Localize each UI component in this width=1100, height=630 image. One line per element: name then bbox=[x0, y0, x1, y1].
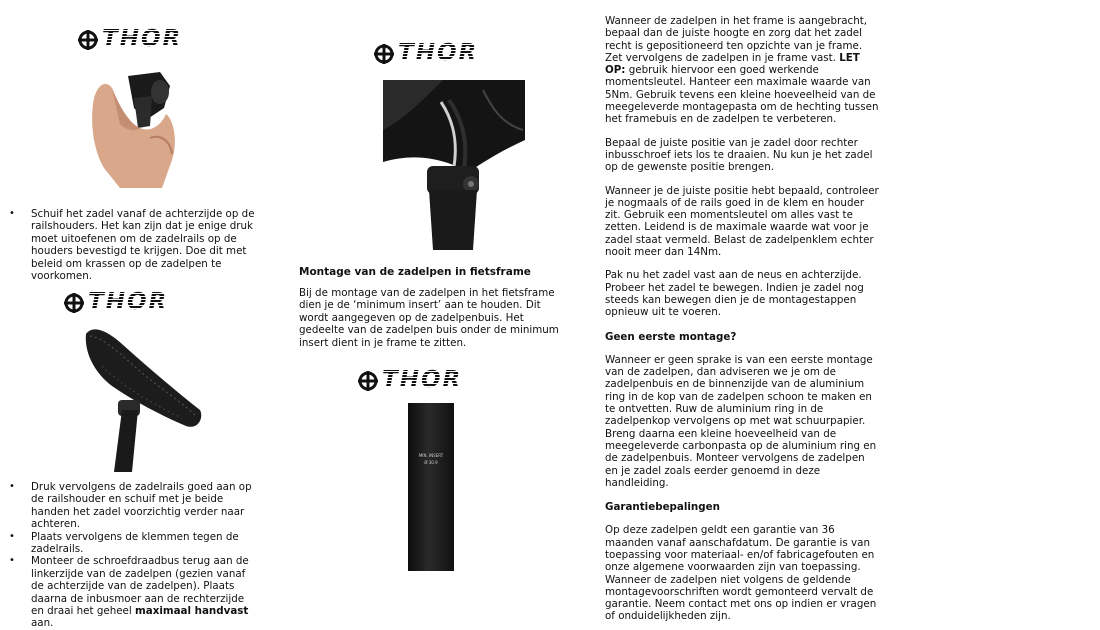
instruction-list-b bbox=[7, 481, 259, 630]
thor-logo bbox=[64, 291, 168, 314]
thor-logo bbox=[374, 42, 478, 65]
section-heading-warranty: Garantiebepalingen bbox=[605, 501, 720, 514]
section-heading-no-first-mount: Geen eerste montage? bbox=[605, 330, 737, 343]
paragraph: Wanneer er geen sprake is van een eerste montage van de zadelpen, dan adviseren we je om de zadelpenbuis en de binnenzijde van de aluminium ring in de kop van de zadelpen schoon te maken en te ontvetten. Ruw de aluminium ring in de zadelpenkop vervolgens op met wat schuurpapier. Breng daarna een kleine hoeveelheid van de meegeleverde carbonpasta op de aluminium ring en de zadelpenbuis. Monteer vervolgens de zadelpen en je zadel zoals eerder genoemd in deze handleiding. bbox=[605, 353, 877, 489]
paragraph: Wanneer de zadelpen in het frame is aangebracht, bepaal dan de juiste hoogte en zorg dat het zadel recht is gepositioneerd ten opzichte van je frame. Zet vervolgens de zadelpen in je frame vast. LET OP: gebruik hiervoor een goed werkende momentsleutel. Hanteer een maximale waarde van 5Nm. Gebruik tevens een kleine hoeveelheid van de meegeleverde montagepasta om de hechting tussen het framebuis en de zadelpen te verbeteren. bbox=[605, 15, 879, 126]
seatpost-tube-image bbox=[408, 403, 454, 571]
thor-logo-text: THOR bbox=[88, 289, 169, 315]
thor-logo-text: THOR bbox=[398, 40, 479, 66]
paragraph: Wanneer je de juiste positie hebt bepaald, controleer je nogmaals of de rails goed in de klem en houder zit. Gebruik een momentsleutel om alles vast te zetten. Leidend is de maximale waarde wat voor je zadel staat vermeld. Belast de zadelpenklem echter nooit meer dan 14Nm. bbox=[605, 184, 879, 259]
list-item: • Schuif het zadel vanaf de achterzijde op de railshouders. Het kan zijn dat je enige druk moet uitoefenen om de zadelrails op de houders bevestigd te krijgen. Doe dit met beleid om krassen op de zadelpen te voorkomen. bbox=[7, 208, 259, 282]
paragraph: Bepaal de juiste positie van je zadel door rechter inbusschroef iets los te draaien. Nu kun je het zadel op de gewenste positie brengen. bbox=[605, 136, 873, 174]
seatpost-clamp-underside-image bbox=[383, 80, 525, 250]
thor-mark-icon bbox=[374, 44, 394, 64]
min-insert-label: MIN. INSERT bbox=[418, 453, 444, 458]
thor-logo-text: THOR bbox=[102, 26, 183, 52]
thor-mark-icon bbox=[64, 293, 84, 313]
saddle-on-seatpost-image bbox=[82, 326, 204, 472]
thor-logo bbox=[358, 369, 462, 392]
instruction-list-a bbox=[7, 208, 259, 282]
list-item: • Monteer de schroefdraadbus terug aan de linkerzijde van de zadelpen (gezien vanaf de achterzijde van de zadelpen). Plaats daarna de inbusmoer aan de rechterzijde en draai het geheel maximaal handvast aan. bbox=[7, 555, 259, 629]
paragraph: Pak nu het zadel vast aan de neus en achterzijde. Probeer het zadel te bewegen. Indien je zadel nog steeds kan bewegen dien je de montagestappen opnieuw uit te voeren. bbox=[605, 269, 864, 319]
thor-logo-text: THOR bbox=[382, 367, 463, 393]
list-item: • Druk vervolgens de zadelrails goed aan op de railshouder en schuif met je beide handen het zadel voorzichtig verder naar achteren. bbox=[7, 481, 259, 531]
montage-paragraph: Bij de montage van de zadelpen in het fietsframe dien je de ‘minimum insert’ aan te houden. Dit wordt aangegeven op de zadelpenbuis. Het gedeelte van de zadelpen buis onder de minimum insert dient in je frame te zitten. bbox=[299, 287, 559, 349]
section-heading-montage: Montage van de zadelpen in fietsframe bbox=[299, 266, 531, 278]
thor-logo bbox=[78, 28, 182, 51]
list-item: • Plaats vervolgens de klemmen tegen de zadelrails. bbox=[7, 531, 259, 556]
hand-holding-rail-clamp-image bbox=[90, 68, 180, 188]
diameter-label: Ø 30.9 bbox=[424, 460, 438, 465]
thor-mark-icon bbox=[358, 371, 378, 391]
instructions-column bbox=[605, 15, 880, 623]
paragraph: Op deze zadelpen geldt een garantie van 36 maanden vanaf aanschafdatum. De garantie is van toepassing voor materiaal- en/of fabricagefouten en onze algemene voorwaarden zijn van toepassing. Wanneer de zadelpen niet volgens de geldende montagevoorschriften wordt gemonteerd vervalt de garantie. Neem contact met ons op indien er vragen of onduidelijkheden zijn. bbox=[605, 524, 877, 623]
thor-mark-icon bbox=[78, 30, 98, 50]
